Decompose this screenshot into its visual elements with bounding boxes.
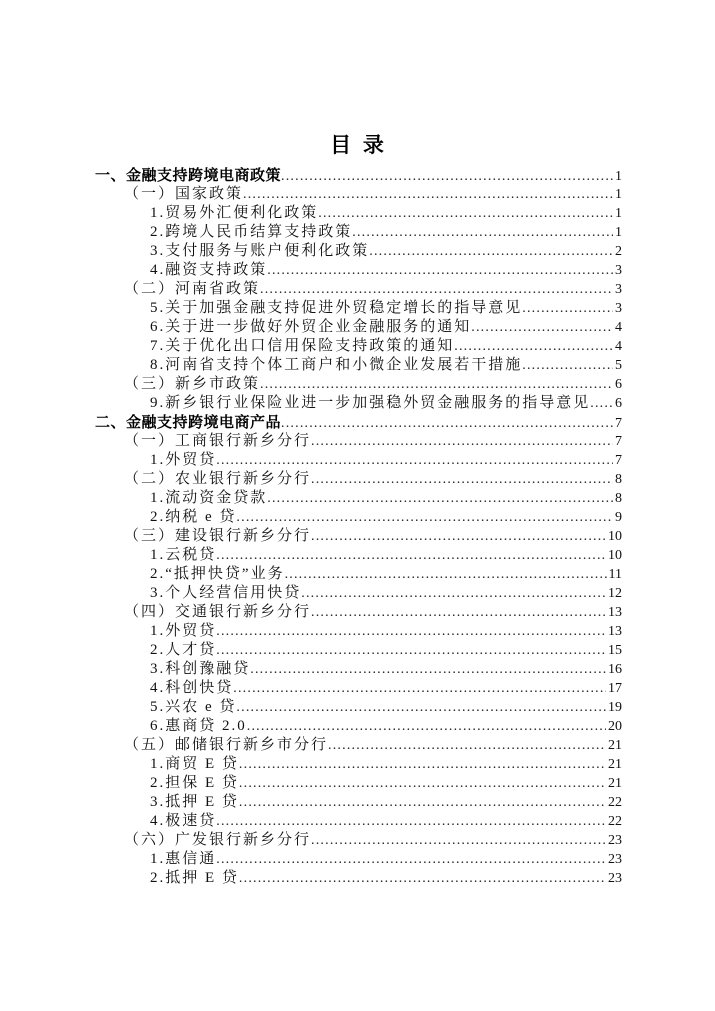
toc-dotted-leader bbox=[239, 755, 606, 774]
toc-entry[interactable] bbox=[95, 603, 622, 622]
toc-dotted-leader bbox=[216, 641, 606, 660]
toc-entry-label: 1.流动资金贷款 bbox=[150, 490, 268, 506]
toc-entry-page: 10 bbox=[608, 529, 622, 544]
toc-entry[interactable] bbox=[95, 508, 622, 527]
toc-entry-label: 5.兴农 e 贷 bbox=[150, 699, 237, 715]
toc-entry-label: 2.人才贷 bbox=[150, 642, 217, 658]
toc-entry-page: 22 bbox=[608, 795, 622, 810]
toc-entry-label: 7.关于优化出口信用保险支持政策的通知 bbox=[150, 338, 455, 354]
toc-entry[interactable] bbox=[95, 565, 622, 584]
toc-entry-label: 2.“抵押快贷”业务 bbox=[150, 566, 285, 582]
toc-entry-page: 11 bbox=[608, 567, 622, 582]
toc-entry-label: 9.新乡银行业保险业进一步加强稳外贸金融服务的指导意见 bbox=[150, 395, 591, 411]
toc-dotted-leader bbox=[239, 793, 606, 812]
toc-entry-page: 23 bbox=[608, 833, 622, 848]
toc-dotted-leader bbox=[216, 622, 606, 641]
toc-dotted-leader bbox=[250, 660, 606, 679]
toc-entry-page: 3 bbox=[615, 263, 622, 278]
toc-dotted-leader bbox=[216, 546, 606, 565]
toc-dotted-leader bbox=[243, 185, 613, 204]
toc-dotted-leader bbox=[369, 242, 613, 261]
toc-entry[interactable] bbox=[95, 546, 622, 565]
toc-dotted-leader bbox=[311, 527, 606, 546]
toc-dotted-leader bbox=[236, 508, 613, 527]
toc-entry[interactable] bbox=[95, 394, 622, 413]
toc-entry-label: 2.担保 E 贷 bbox=[150, 775, 239, 791]
toc-entry-label: 3.个人经营信用快贷 bbox=[150, 585, 302, 601]
toc-entry[interactable] bbox=[95, 299, 622, 318]
toc-entry-label: （三）新乡市政策 bbox=[124, 376, 261, 392]
toc-entry-label: （五）邮储银行新乡市分行 bbox=[124, 737, 329, 753]
toc-dotted-leader bbox=[233, 679, 606, 698]
toc-entry-page: 8 bbox=[615, 491, 622, 506]
toc-entry-label: （六）广发银行新乡分行 bbox=[124, 832, 312, 848]
toc-dotted-leader bbox=[522, 299, 613, 318]
toc-entry-page: 20 bbox=[608, 719, 622, 734]
toc-entry-label: 8.河南省支持个体工商户和小微企业发展若干措施 bbox=[150, 357, 523, 373]
toc-entry[interactable] bbox=[95, 660, 622, 679]
toc-entry-page: 3 bbox=[615, 282, 622, 297]
toc-entry[interactable] bbox=[95, 717, 622, 736]
toc-entry[interactable] bbox=[95, 375, 622, 394]
toc-entry-label: 2.纳税 e 贷 bbox=[150, 509, 237, 525]
toc-entry-label: 3.科创豫融贷 bbox=[150, 661, 251, 677]
toc-entry-label: （三）建设银行新乡分行 bbox=[124, 528, 312, 544]
toc-entry-label: （一）工商银行新乡分行 bbox=[124, 433, 312, 449]
toc-dotted-leader bbox=[281, 167, 613, 186]
toc-entry[interactable] bbox=[95, 470, 622, 489]
toc-entry-label: 2.抵押 E 贷 bbox=[150, 870, 239, 886]
toc-entry[interactable] bbox=[95, 432, 622, 451]
toc-entry[interactable] bbox=[95, 850, 622, 869]
toc-list bbox=[95, 166, 622, 888]
toc-entry[interactable] bbox=[95, 280, 622, 299]
toc-entry-page: 1 bbox=[615, 187, 622, 202]
toc-entry-page: 1 bbox=[615, 169, 622, 184]
toc-entry[interactable] bbox=[95, 793, 622, 812]
toc-entry-page: 8 bbox=[615, 472, 622, 487]
toc-entry[interactable] bbox=[95, 641, 622, 660]
toc-entry-label: 4.极速贷 bbox=[150, 813, 217, 829]
toc-entry-page: 23 bbox=[608, 852, 622, 867]
toc-dotted-leader bbox=[281, 414, 613, 433]
toc-entry[interactable] bbox=[95, 318, 622, 337]
toc-entry-page: 13 bbox=[608, 624, 622, 639]
toc-dotted-leader bbox=[522, 356, 613, 375]
toc-dotted-leader bbox=[247, 717, 606, 736]
toc-dotted-leader bbox=[454, 337, 613, 356]
toc-entry-page: 12 bbox=[608, 586, 622, 601]
toc-entry-label: 1.外贸贷 bbox=[150, 623, 217, 639]
toc-entry-page: 5 bbox=[615, 358, 622, 373]
toc-dotted-leader bbox=[216, 812, 606, 831]
toc-entry[interactable] bbox=[95, 166, 622, 185]
toc-dotted-leader bbox=[285, 565, 607, 584]
toc-entry[interactable] bbox=[95, 356, 622, 375]
toc-entry[interactable] bbox=[95, 622, 622, 641]
toc-dotted-leader bbox=[216, 850, 606, 869]
toc-entry-page: 9 bbox=[615, 510, 622, 525]
toc-dotted-leader bbox=[352, 223, 613, 242]
toc-entry-page: 1 bbox=[615, 225, 622, 240]
toc-entry-label: 二、金融支持跨境电商产品 bbox=[95, 414, 282, 431]
toc-entry[interactable] bbox=[95, 698, 622, 717]
toc-entry-page: 3 bbox=[615, 301, 622, 316]
toc-entry-label: （二）河南省政策 bbox=[124, 281, 261, 297]
toc-entry-page: 6 bbox=[615, 396, 622, 411]
toc-entry-label: 1.商贸 E 贷 bbox=[150, 756, 239, 772]
toc-entry[interactable] bbox=[95, 774, 622, 793]
toc-entry-page: 7 bbox=[615, 434, 622, 449]
toc-entry[interactable] bbox=[95, 242, 622, 261]
toc-entry-label: 1.贸易外汇便利化政策 bbox=[150, 205, 319, 221]
toc-entry[interactable] bbox=[95, 584, 622, 603]
toc-title: 目 录 bbox=[330, 134, 387, 157]
toc-dotted-leader bbox=[236, 698, 606, 717]
toc-dotted-leader bbox=[216, 451, 613, 470]
toc-entry[interactable] bbox=[95, 204, 622, 223]
toc-entry[interactable] bbox=[95, 185, 622, 204]
toc-entry-page: 7 bbox=[615, 453, 622, 468]
toc-entry-page: 13 bbox=[608, 605, 622, 620]
toc-entry[interactable] bbox=[95, 223, 622, 242]
toc-entry-label: （一）国家政策 bbox=[124, 186, 244, 202]
toc-entry-page: 19 bbox=[608, 700, 622, 715]
toc-entry[interactable] bbox=[95, 831, 622, 850]
toc-dotted-leader bbox=[328, 736, 606, 755]
toc-entry-label: 4.融资支持政策 bbox=[150, 262, 268, 278]
toc-entry[interactable] bbox=[95, 869, 622, 888]
toc-dotted-leader bbox=[260, 280, 613, 299]
toc-entry-page: 7 bbox=[615, 416, 622, 431]
toc-dotted-leader bbox=[311, 831, 606, 850]
toc-entry-label: （四）交通银行新乡分行 bbox=[124, 604, 312, 620]
toc-entry-page: 17 bbox=[608, 681, 622, 696]
toc-entry[interactable] bbox=[95, 736, 622, 755]
toc-entry-page: 1 bbox=[615, 206, 622, 221]
toc-entry-label: 4.科创快贷 bbox=[150, 680, 234, 696]
toc-entry-page: 15 bbox=[608, 643, 622, 658]
toc-entry[interactable] bbox=[95, 451, 622, 470]
toc-entry[interactable] bbox=[95, 261, 622, 280]
toc-entry-page: 21 bbox=[608, 738, 622, 753]
toc-entry[interactable] bbox=[95, 679, 622, 698]
toc-entry-label: 1.惠信通 bbox=[150, 851, 217, 867]
toc-entry-label: 3.支付服务与账户便利化政策 bbox=[150, 243, 370, 259]
toc-entry-page: 2 bbox=[615, 244, 622, 259]
toc-dotted-leader bbox=[471, 318, 613, 337]
toc-entry-label: 一、金融支持跨境电商政策 bbox=[95, 167, 282, 184]
toc-entry-label: 3.抵押 E 贷 bbox=[150, 794, 239, 810]
toc-entry[interactable] bbox=[95, 527, 622, 546]
toc-entry-page: 6 bbox=[615, 377, 622, 392]
toc-dotted-leader bbox=[260, 375, 613, 394]
toc-entry-page: 4 bbox=[615, 339, 622, 354]
toc-entry[interactable] bbox=[95, 489, 622, 508]
toc-dotted-leader bbox=[590, 394, 613, 413]
toc-entry-label: 5.关于加强金融支持促进外贸稳定增长的指导意见 bbox=[150, 300, 523, 316]
toc-entry[interactable] bbox=[95, 413, 622, 432]
toc-dotted-leader bbox=[311, 470, 613, 489]
toc-entry[interactable] bbox=[95, 337, 622, 356]
toc-entry[interactable] bbox=[95, 755, 622, 774]
toc-entry-label: 1.云税贷 bbox=[150, 547, 217, 563]
toc-entry-label: 6.关于进一步做好外贸企业金融服务的通知 bbox=[150, 319, 472, 335]
toc-dotted-leader bbox=[267, 261, 613, 280]
toc-dotted-leader bbox=[239, 869, 606, 888]
toc-entry-page: 21 bbox=[608, 757, 622, 772]
toc-entry-label: （二）农业银行新乡分行 bbox=[124, 471, 312, 487]
toc-dotted-leader bbox=[239, 774, 606, 793]
toc-entry-page: 10 bbox=[608, 548, 622, 563]
toc-dotted-leader bbox=[267, 489, 613, 508]
toc-dotted-leader bbox=[311, 432, 613, 451]
toc-dotted-leader bbox=[318, 204, 613, 223]
toc-dotted-leader bbox=[311, 603, 606, 622]
toc-entry-label: 1.外贸贷 bbox=[150, 452, 217, 468]
toc-entry-page: 4 bbox=[615, 320, 622, 335]
toc-entry-page: 21 bbox=[608, 776, 622, 791]
toc-entry-page: 22 bbox=[608, 814, 622, 829]
toc-dotted-leader bbox=[301, 584, 606, 603]
toc-entry-page: 23 bbox=[608, 871, 622, 886]
toc-entry-label: 6.惠商贷 2.0 bbox=[150, 718, 247, 734]
toc-entry-page: 16 bbox=[608, 662, 622, 677]
toc-entry[interactable] bbox=[95, 812, 622, 831]
toc-entry-label: 2.跨境人民币结算支持政策 bbox=[150, 224, 353, 240]
